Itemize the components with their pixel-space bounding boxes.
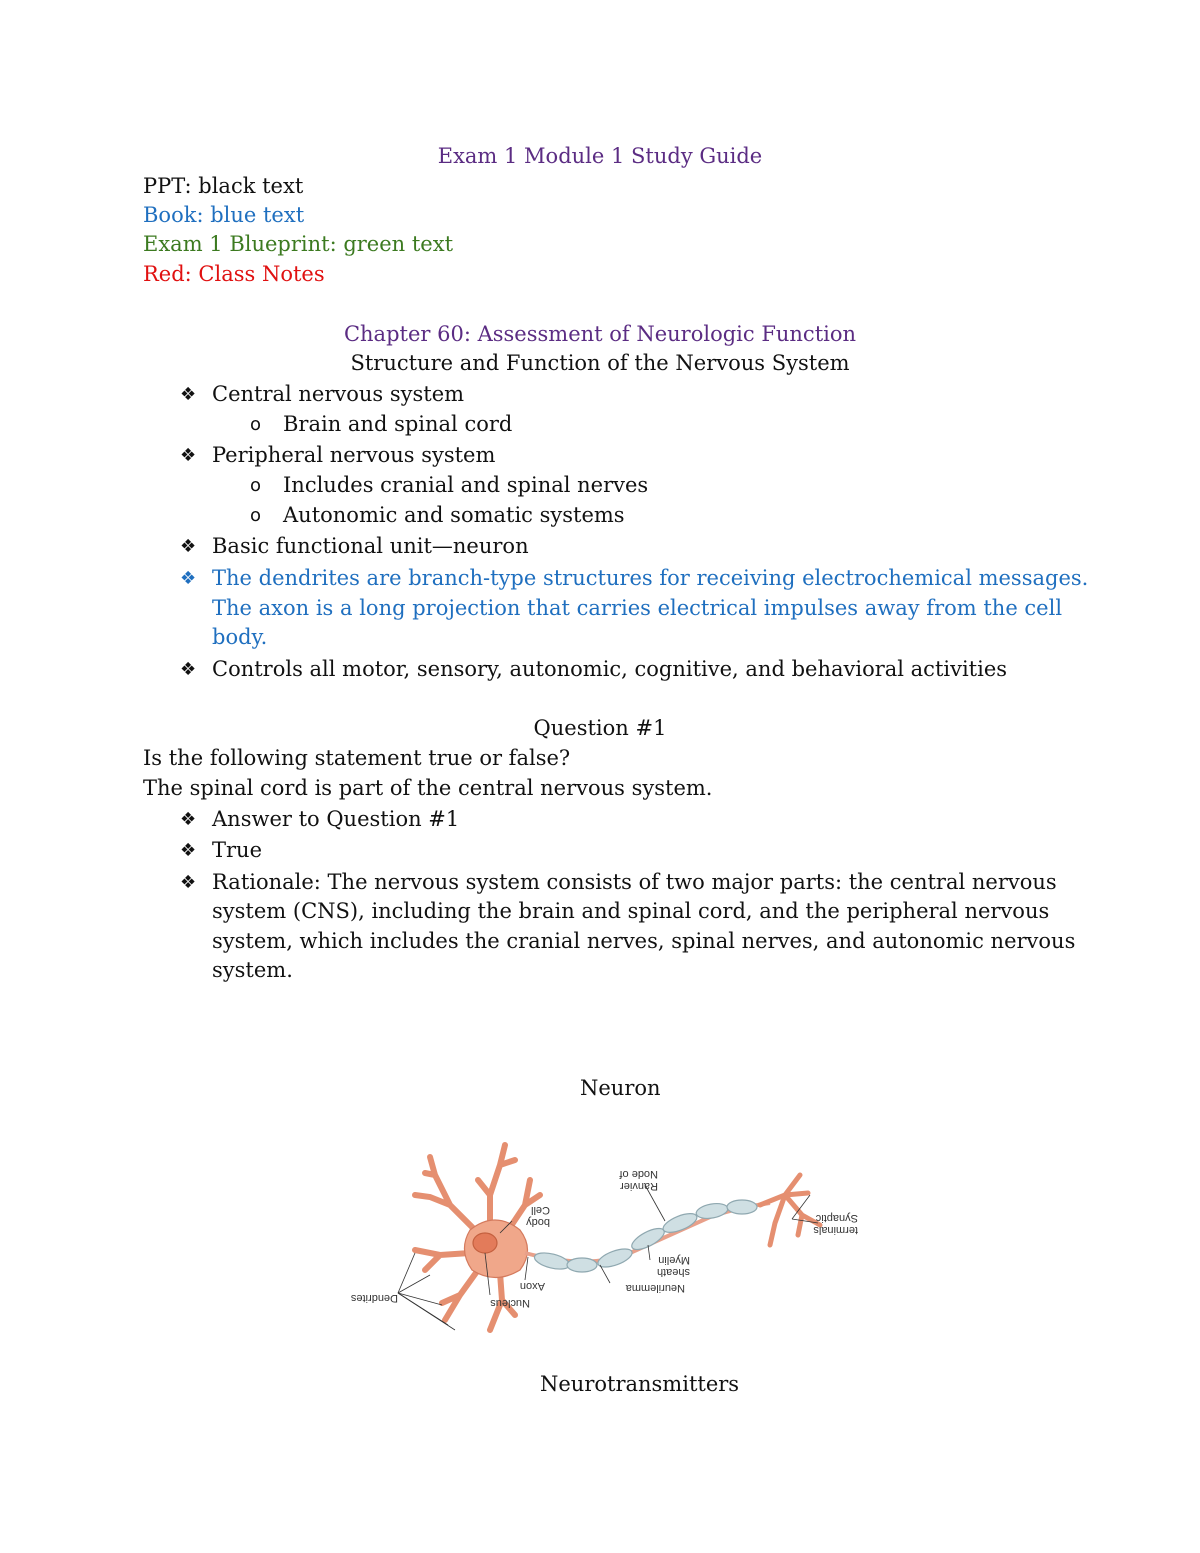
label-cell-body-2: body [526,1216,550,1228]
label-axon: Axon [519,1280,545,1292]
bullet-icon: ❖ [180,872,197,893]
list-item: body. [212,625,268,649]
label-node-2: Ranvier [620,1180,658,1192]
answer-label: Answer to Question #1 [212,807,460,831]
bullet-icon: ❖ [180,568,197,589]
rationale-line: system (CNS), including the brain and spinal cord, and the peripheral nervous [212,899,1050,923]
bullet-icon: ❖ [180,809,197,830]
label-nucleus: Nucleus [490,1297,530,1309]
question-heading: Question #1 [533,716,667,740]
answer-value: True [212,838,262,862]
sub-bullet-icon: o [250,414,262,435]
sub-bullet-icon: o [250,505,262,526]
label-cell-body-1: Cell [531,1204,550,1216]
neuron-heading: Neuron [580,1076,661,1100]
list-item: Brain and spinal cord [283,412,513,436]
rationale-line: system. [212,958,293,982]
label-dendrites: Dendrites [350,1292,398,1304]
label-myelin-2: sheath [656,1266,690,1278]
label-node-1: Node of [619,1168,658,1180]
question-statement: The spinal cord is part of the central nervous system. [143,776,713,800]
bullet-icon: ❖ [180,536,197,557]
legend-notes: Red: Class Notes [143,262,325,286]
sub-bullet-icon: o [250,475,262,496]
bullet-icon: ❖ [180,445,197,466]
label-terminals-1: Synaptic [815,1212,858,1224]
label-neurilemma: Neurilemma [625,1282,685,1294]
bullet-icon: ❖ [180,659,197,680]
list-item: Autonomic and somatic systems [283,503,625,527]
legend-ppt: PPT: black text [143,174,304,198]
rationale-line: system, which includes the cranial nerves, spinal nerves, and autonomic nervous [212,929,1076,953]
list-item: Controls all motor, sensory, autonomic, cognitive, and behavioral activities [212,657,1008,681]
bullet-icon: ❖ [180,384,197,405]
list-item: Basic functional unit—neuron [212,534,529,558]
rationale-line: Rationale: The nervous system consists of two major parts: the central nervous [212,870,1057,894]
legend-book: Book: blue text [143,203,305,227]
list-item: The axon is a long projection that carries electrical impulses away from the cell [212,596,1063,620]
list-item: The dendrites are branch-type structures for receiving electrochemical messages. [212,566,1089,590]
label-terminals-2: terminals [813,1224,858,1236]
list-item: Peripheral nervous system [212,443,496,467]
legend-blueprint: Exam 1 Blueprint: green text [143,232,454,256]
bullet-icon: ❖ [180,840,197,861]
neuron-diagram [330,1135,870,1345]
neurotransmitters-heading: Neurotransmitters [540,1372,740,1396]
list-item: Includes cranial and spinal nerves [283,473,649,497]
chapter-heading: Chapter 60: Assessment of Neurologic Function [343,322,857,346]
chapter-subheading: Structure and Function of the Nervous System [350,351,850,375]
label-myelin-1: Myelin [658,1254,690,1266]
question-prompt: Is the following statement true or false? [143,746,571,770]
page-title: Exam 1 Module 1 Study Guide [437,144,763,168]
list-item: Central nervous system [212,382,465,406]
